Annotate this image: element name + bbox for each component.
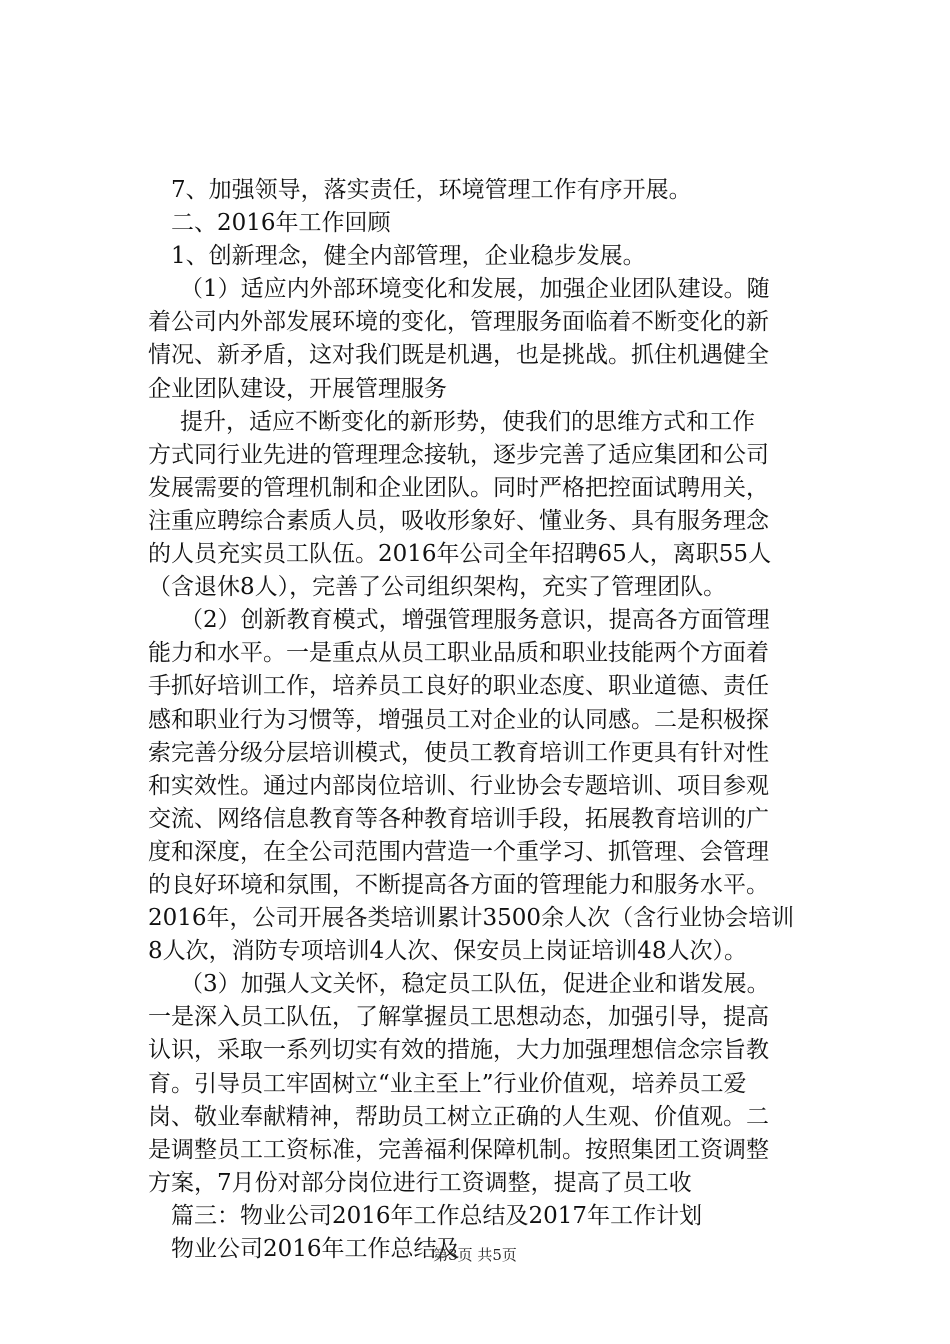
text-line: 手抓好培训工作，培养员工良好的职业态度、职业道德、责任 <box>148 673 769 700</box>
text-line: 7、加强领导，落实责任，环境管理工作有序开展。 <box>171 177 692 203</box>
text-line: 企业团队建设，开展管理服务 <box>148 375 447 402</box>
text-line: 篇三：物业公司2016年工作总结及2017年工作计划 <box>171 1202 703 1229</box>
text-line: 8人次，消防专项培训4人次、保安员上岗证培训48人次）。 <box>148 938 748 965</box>
text-line: 方式同行业先进的管理理念接轨，逐步完善了适应集团和公司 <box>148 441 769 468</box>
text-line: （2）创新教育模式，增强管理服务意识，提高各方面管理 <box>180 607 770 634</box>
document-body <box>148 174 818 1266</box>
text-line: 着公司内外部发展环境的变化，管理服务面临着不断变化的新 <box>148 309 769 336</box>
text-line: 岗、敬业奉献精神，帮助员工树立正确的人生观、价值观。二 <box>148 1103 769 1130</box>
text-line: 能力和水平。一是重点从员工职业品质和职业技能两个方面着 <box>148 640 769 667</box>
text-line: （含退休8人），完善了公司组织架构，充实了管理团队。 <box>148 574 727 601</box>
text-line: 情况、新矛盾，这对我们既是机遇，也是挑战。抓住机遇健全 <box>148 342 769 369</box>
text-line: 感和职业行为习惯等，增强员工对企业的认同感。二是积极探 <box>148 706 769 733</box>
text-line: 注重应聘综合素质人员，吸收形象好、懂业务、具有服务理念 <box>148 507 769 534</box>
text-line: 方案，7月份对部分岗位进行工资调整，提高了员工收 <box>148 1169 692 1196</box>
text-line: 2016年，公司开展各类培训累计3500余人次（含行业协会培训 <box>148 905 795 932</box>
text-line: 交流、网络信息教育等各种教育培训手段，拓展教育培训的广 <box>148 805 769 832</box>
text-line: 索完善分级分层培训模式，使员工教育培训工作更具有针对性 <box>148 739 769 766</box>
text-line: 提升，适应不断变化的新形势，使我们的思维方式和工作 <box>180 408 755 435</box>
text-line: 的人员充实员工队伍。2016年公司全年招聘65人，离职55人 <box>148 541 772 568</box>
text-line: 和实效性。通过内部岗位培训、行业协会专题培训、项目参观 <box>148 772 769 799</box>
text-line: 一是深入员工队伍，了解掌握员工思想动态，加强引导，提高 <box>148 1004 769 1031</box>
text-line: 是调整员工工资标准，完善福利保障机制。按照集团工资调整 <box>148 1136 769 1163</box>
text-line: （1）适应内外部环境变化和发展，加强企业团队建设。随 <box>180 276 770 303</box>
text-line: 二、2016年工作回顾 <box>171 210 391 237</box>
text-line: 育。引导员工牢固树立“业主至上”行业价值观，培养员工爱 <box>148 1070 747 1097</box>
text-line: 发展需要的管理机制和企业团队。同时严格把控面试聘用关， <box>148 474 769 501</box>
text-line: （3）加强人文关怀，稳定员工队伍，促进企业和谐发展。 <box>180 971 770 998</box>
text-line: 度和深度，在全公司范围内营造一个重学习、抓管理、会管理 <box>148 838 769 865</box>
page-footer: 第3页 共5页 <box>433 1246 517 1264</box>
text-line: 的良好环境和氛围，不断提高各方面的管理能力和服务水平。 <box>148 871 769 898</box>
text-line: 物业公司2016年工作总结及 <box>171 1236 460 1262</box>
text-line: 认识，采取一系列切实有效的措施，大力加强理想信念宗旨教 <box>148 1037 769 1064</box>
text-line: 1、创新理念，健全内部管理，企业稳步发展。 <box>171 243 646 270</box>
